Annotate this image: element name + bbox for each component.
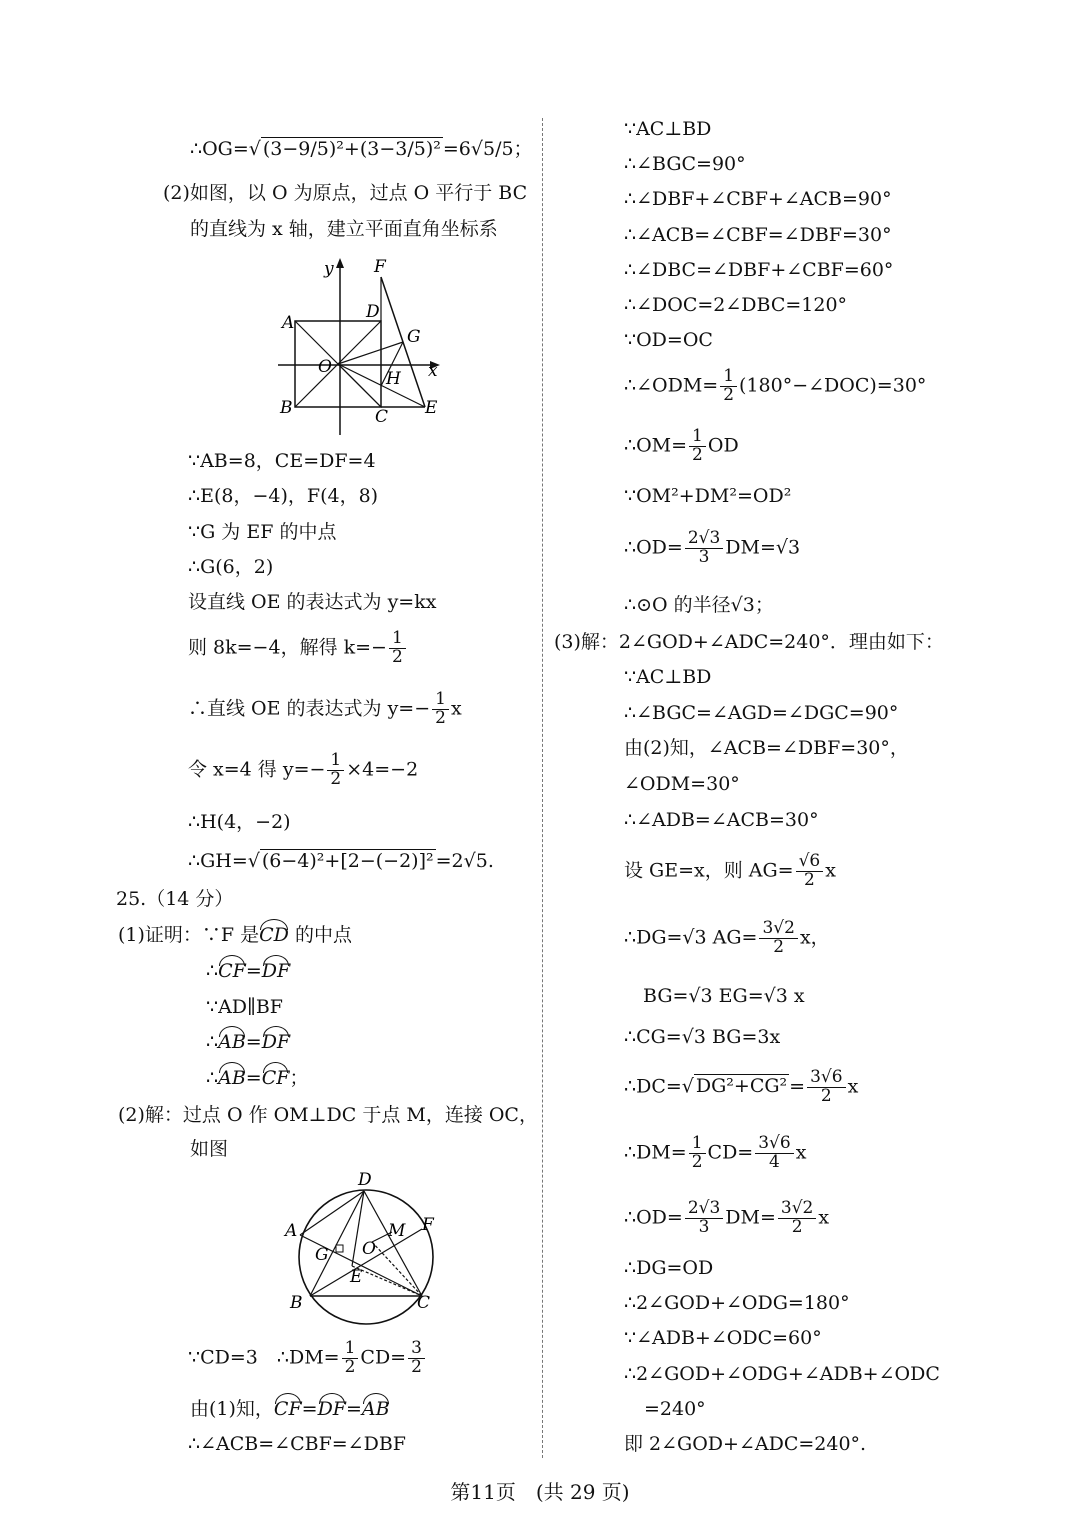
arc-df: DF	[261, 960, 291, 982]
r9-num: 1	[689, 428, 706, 447]
r8-pre: ∴∠ODM=	[624, 374, 719, 397]
oe-tail: x	[450, 697, 462, 720]
let-text: 令 x=4 得 y=−	[188, 758, 326, 781]
proof-line3: ∵AD∥BF	[206, 996, 283, 1018]
r24-den1: 2	[691, 1151, 703, 1172]
r-line-2: ∴∠BGC=90°	[624, 153, 746, 175]
r25-tail: x	[818, 1206, 830, 1229]
eq-4: =	[301, 1398, 318, 1420]
let-line	[188, 752, 418, 789]
r11-num: 2√3	[685, 530, 723, 549]
h-line: ∴H(4，−2)	[188, 811, 291, 833]
r24-frac1	[689, 1135, 706, 1172]
eq-3: =	[245, 1067, 262, 1089]
r9-pre: ∴OM=	[624, 434, 688, 457]
oe-text: ∴直线 OE 的表达式为 y=−	[188, 697, 431, 720]
label-b2: B	[290, 1293, 303, 1313]
r25-frac1	[685, 1200, 723, 1237]
r19-pre: 设 GE=x，则 AG=	[624, 859, 794, 882]
let-den: 2	[330, 768, 342, 789]
let-num: 1	[327, 752, 344, 771]
r23-eq: =	[789, 1075, 806, 1098]
cd-mid: CD=	[360, 1346, 407, 1369]
label-o: O	[318, 357, 332, 377]
seg-ad	[300, 1191, 364, 1235]
r19-num: √6	[796, 853, 824, 872]
label-g2: G	[315, 1245, 329, 1265]
r24-mid: CD=	[707, 1141, 754, 1164]
r-line-19	[624, 853, 836, 890]
proof-line1	[118, 926, 352, 945]
cd-num2: 3	[408, 1340, 425, 1359]
k-line	[188, 630, 408, 667]
ef-line: ∴E(8，−4)，F(4，8)	[188, 485, 379, 507]
cd-line	[188, 1340, 427, 1377]
gh-tail: =2√5.	[435, 850, 494, 872]
cd-den1: 2	[344, 1356, 356, 1377]
label-e2: E	[350, 1267, 363, 1287]
g-mid-line: ∵G 为 EF 的中点	[188, 521, 337, 543]
arc-cd: CD	[259, 924, 289, 946]
oe-num: 1	[432, 691, 449, 710]
arc-cf-2: CF	[261, 1067, 290, 1089]
from1-line	[190, 1400, 390, 1419]
from1-text: 由(1)知，	[190, 1398, 274, 1420]
g-line: ∴G(6，2)	[188, 556, 274, 578]
r8-num: 1	[720, 368, 737, 387]
r24-frac2	[755, 1135, 793, 1172]
r-line-25	[624, 1200, 829, 1237]
proof-line1-text: (1)证明：∵F 是	[118, 924, 260, 946]
question-25: 25.（14 分）	[116, 888, 234, 910]
r8-den: 2	[723, 384, 735, 405]
r-line-14: ∵AC⊥BD	[624, 666, 712, 688]
label-f2: F	[422, 1215, 434, 1235]
arc-cf-3: CF	[273, 1398, 302, 1420]
r-line-20	[624, 920, 830, 957]
r-line-15: ∴∠BGC=∠AGD=∠DGC=90°	[624, 702, 899, 724]
proof-line4	[206, 1033, 290, 1052]
cd-den2: 2	[411, 1356, 422, 1377]
r-line-8	[624, 368, 926, 405]
let-fraction	[327, 752, 344, 789]
r-line-28: ∵∠ADB+∠ODC=60°	[624, 1327, 822, 1349]
r8-frac	[720, 368, 737, 405]
proof-line5	[206, 1069, 308, 1088]
og-result: =6√5/5；	[442, 138, 533, 160]
oe-den: 2	[435, 707, 446, 728]
gh-radicand: (6−4)²+[2−(−2)]²	[261, 850, 434, 872]
proof-line2	[206, 962, 290, 981]
r-line-3: ∴∠DBF+∠CBF+∠ACB=90°	[624, 188, 892, 210]
semicolon: ；	[289, 1067, 309, 1089]
r24-num2: 3√6	[755, 1135, 793, 1154]
eq-2: =	[245, 1031, 262, 1053]
label-b: B	[280, 398, 293, 418]
arc-cf: CF	[218, 960, 246, 982]
proof-line1-tail: 的中点	[294, 924, 352, 946]
r11-frac	[685, 530, 723, 567]
r-line-26: ∴DG=OD	[624, 1257, 714, 1279]
label-x: x	[428, 361, 438, 381]
r20-num: 3√2	[759, 920, 797, 939]
solution2-line2: 如图	[190, 1138, 229, 1160]
oe-fraction	[432, 691, 449, 728]
solution2-line1: (2)解：过点 O 作 OM⊥DC 于点 M，连接 OC，	[118, 1104, 538, 1126]
label-d2: D	[358, 1170, 372, 1190]
r-line-7: ∵OD=OC	[624, 329, 713, 351]
label-h: H	[386, 369, 401, 389]
r-line-27: ∴2∠GOD+∠ODG=180°	[624, 1292, 850, 1314]
og-prefix: ∴OG=	[190, 138, 249, 160]
set-line: 设直线 OE 的表达式为 y=kx	[188, 591, 437, 613]
gh-line: ∴GH=√ (6−4)²+[2−(−2)]² =2√5.	[188, 850, 494, 872]
r20-frac	[759, 920, 797, 957]
let-tail: ×4=−2	[346, 758, 419, 781]
r9-frac	[689, 428, 706, 465]
part2-line1: (2)如图，以 O 为原点，过点 O 平行于 BC	[163, 182, 528, 204]
ab-line: ∵AB=8，CE=DF=4	[188, 450, 376, 472]
r8-tail: (180°−∠DOC)=30°	[739, 374, 927, 397]
r23-num: 3√6	[807, 1069, 845, 1088]
label-o2: O	[362, 1239, 376, 1259]
y-axis-arrow	[336, 258, 344, 268]
therefore-3: ∴	[206, 1067, 219, 1089]
r-line-6: ∴∠DOC=2∠DBC=120°	[624, 294, 848, 316]
therefore-2: ∴	[206, 1031, 219, 1053]
seg-ec	[352, 1266, 422, 1296]
r-line-5: ∴∠DBC=∠DBF+∠CBF=60°	[624, 259, 894, 281]
gh-prefix: ∴GH=	[188, 850, 248, 872]
part2-line2: 的直线为 x 轴，建立平面直角坐标系	[190, 218, 498, 240]
cd-frac2	[408, 1340, 425, 1377]
eq-1: =	[245, 960, 262, 982]
arc-df-3: DF	[317, 1398, 346, 1420]
coordinate-figure	[270, 250, 460, 440]
r25-mid: DM=	[725, 1206, 776, 1229]
r23-den: 2	[820, 1085, 832, 1106]
r20-pre: ∴DG=√3 AG=	[624, 926, 758, 949]
r24-pre: ∴DM=	[624, 1141, 687, 1164]
therefore-1: ∴	[206, 960, 219, 982]
label-e: E	[425, 398, 438, 418]
r23-pre: ∴DC=	[624, 1075, 682, 1098]
label-f: F	[374, 257, 386, 277]
r-line-24	[624, 1135, 806, 1172]
r25-den1: 3	[698, 1216, 710, 1237]
r-line-1: ∵AC⊥BD	[624, 118, 712, 140]
r25-num2: 3√2	[778, 1200, 816, 1219]
label-m2: M	[388, 1221, 406, 1241]
label-a: A	[282, 313, 295, 333]
r-line-4: ∴∠ACB=∠CBF=∠DBF=30°	[624, 224, 892, 246]
r25-den2: 2	[791, 1216, 803, 1237]
oe-line	[188, 691, 462, 728]
r25-pre: ∴OD=	[624, 1206, 683, 1229]
r-line-31: 即 2∠GOD+∠ADC=240°.	[624, 1433, 867, 1455]
arc-ab-3: AB	[361, 1398, 390, 1420]
page-footer: 第11页 (共 29 页)	[450, 1480, 630, 1504]
r11-den: 3	[698, 546, 710, 567]
label-y: y	[324, 259, 334, 279]
label-a2: A	[285, 1221, 298, 1241]
r11-pre: ∴OD=	[624, 536, 683, 559]
r-line-29: ∴2∠GOD+∠ODG+∠ADB+∠ODC	[624, 1363, 940, 1385]
r23-radicand: DG²+CG²	[695, 1075, 788, 1098]
cd-num1: 1	[342, 1340, 359, 1359]
eq-5: =	[346, 1398, 362, 1420]
r-line-21: BG=√3 EG=√3 x	[643, 985, 805, 1007]
r25-num1: 2√3	[685, 1200, 723, 1219]
r-line-16: 由(2)知，∠ACB=∠DBF=30°，	[624, 737, 909, 759]
arc-df-2: DF	[261, 1031, 291, 1053]
circle-figure	[280, 1170, 450, 1340]
r-line-30: =240°	[644, 1398, 706, 1420]
r9-den: 2	[692, 444, 703, 465]
label-g: G	[407, 327, 421, 347]
r23-frac	[807, 1069, 845, 1106]
k-fraction	[389, 630, 406, 667]
k-num: 1	[389, 630, 406, 649]
r-line-17: ∠ODM=30°	[624, 773, 740, 795]
og-line: ∴OG=√ (3−9/5)²+(3−3/5)² =6√5/5；	[190, 138, 533, 160]
r24-num1: 1	[689, 1135, 706, 1154]
r-line-10: ∵OM²+DM²=OD²	[624, 485, 792, 507]
label-c: C	[375, 407, 389, 427]
acb-line: ∴∠ACB=∠CBF=∠DBF	[188, 1433, 406, 1455]
r-line-11	[624, 530, 800, 567]
r-line-18: ∴∠ADB=∠ACB=30°	[624, 809, 819, 831]
segment-oc	[338, 364, 381, 407]
r24-den2: 4	[769, 1151, 780, 1172]
r19-frac	[796, 853, 824, 890]
cd-text: ∵CD=3 ∴DM=	[188, 1346, 340, 1369]
arc-ab: AB	[218, 1031, 246, 1053]
cd-frac1	[342, 1340, 359, 1377]
r23-tail: x	[847, 1075, 859, 1098]
r19-tail: x	[825, 859, 836, 882]
label-c2: C	[417, 1293, 431, 1313]
r11-tail: DM=√3	[725, 536, 801, 559]
k-text: 则 8k=−4，解得 k=−	[188, 636, 387, 659]
column-divider	[542, 118, 543, 1458]
r-line-9	[624, 428, 739, 465]
r-line-23: ∴DC=√ DG²+CG² = $\frac{3√6}{2}$ x	[624, 1067, 859, 1106]
r-line-22: ∴CG=√3 BG=3x	[624, 1026, 781, 1048]
r20-den: 2	[773, 936, 785, 957]
r-line-13: (3)解：2∠GOD+∠ADC=240°．理由如下：	[554, 631, 944, 653]
k-den: 2	[391, 646, 403, 667]
r20-tail: x，	[799, 926, 830, 949]
r9-tail: OD	[707, 434, 739, 457]
label-d: D	[366, 302, 380, 322]
r24-tail: x	[795, 1141, 807, 1164]
r-line-12: ∴⊙O 的半径√3；	[624, 594, 774, 616]
og-radicand: (3−9/5)²+(3−3/5)²	[262, 138, 441, 160]
r25-frac2	[778, 1200, 816, 1237]
r19-den: 2	[804, 869, 815, 890]
right-angle-g	[336, 1245, 343, 1252]
arc-ab-2: AB	[218, 1067, 246, 1089]
